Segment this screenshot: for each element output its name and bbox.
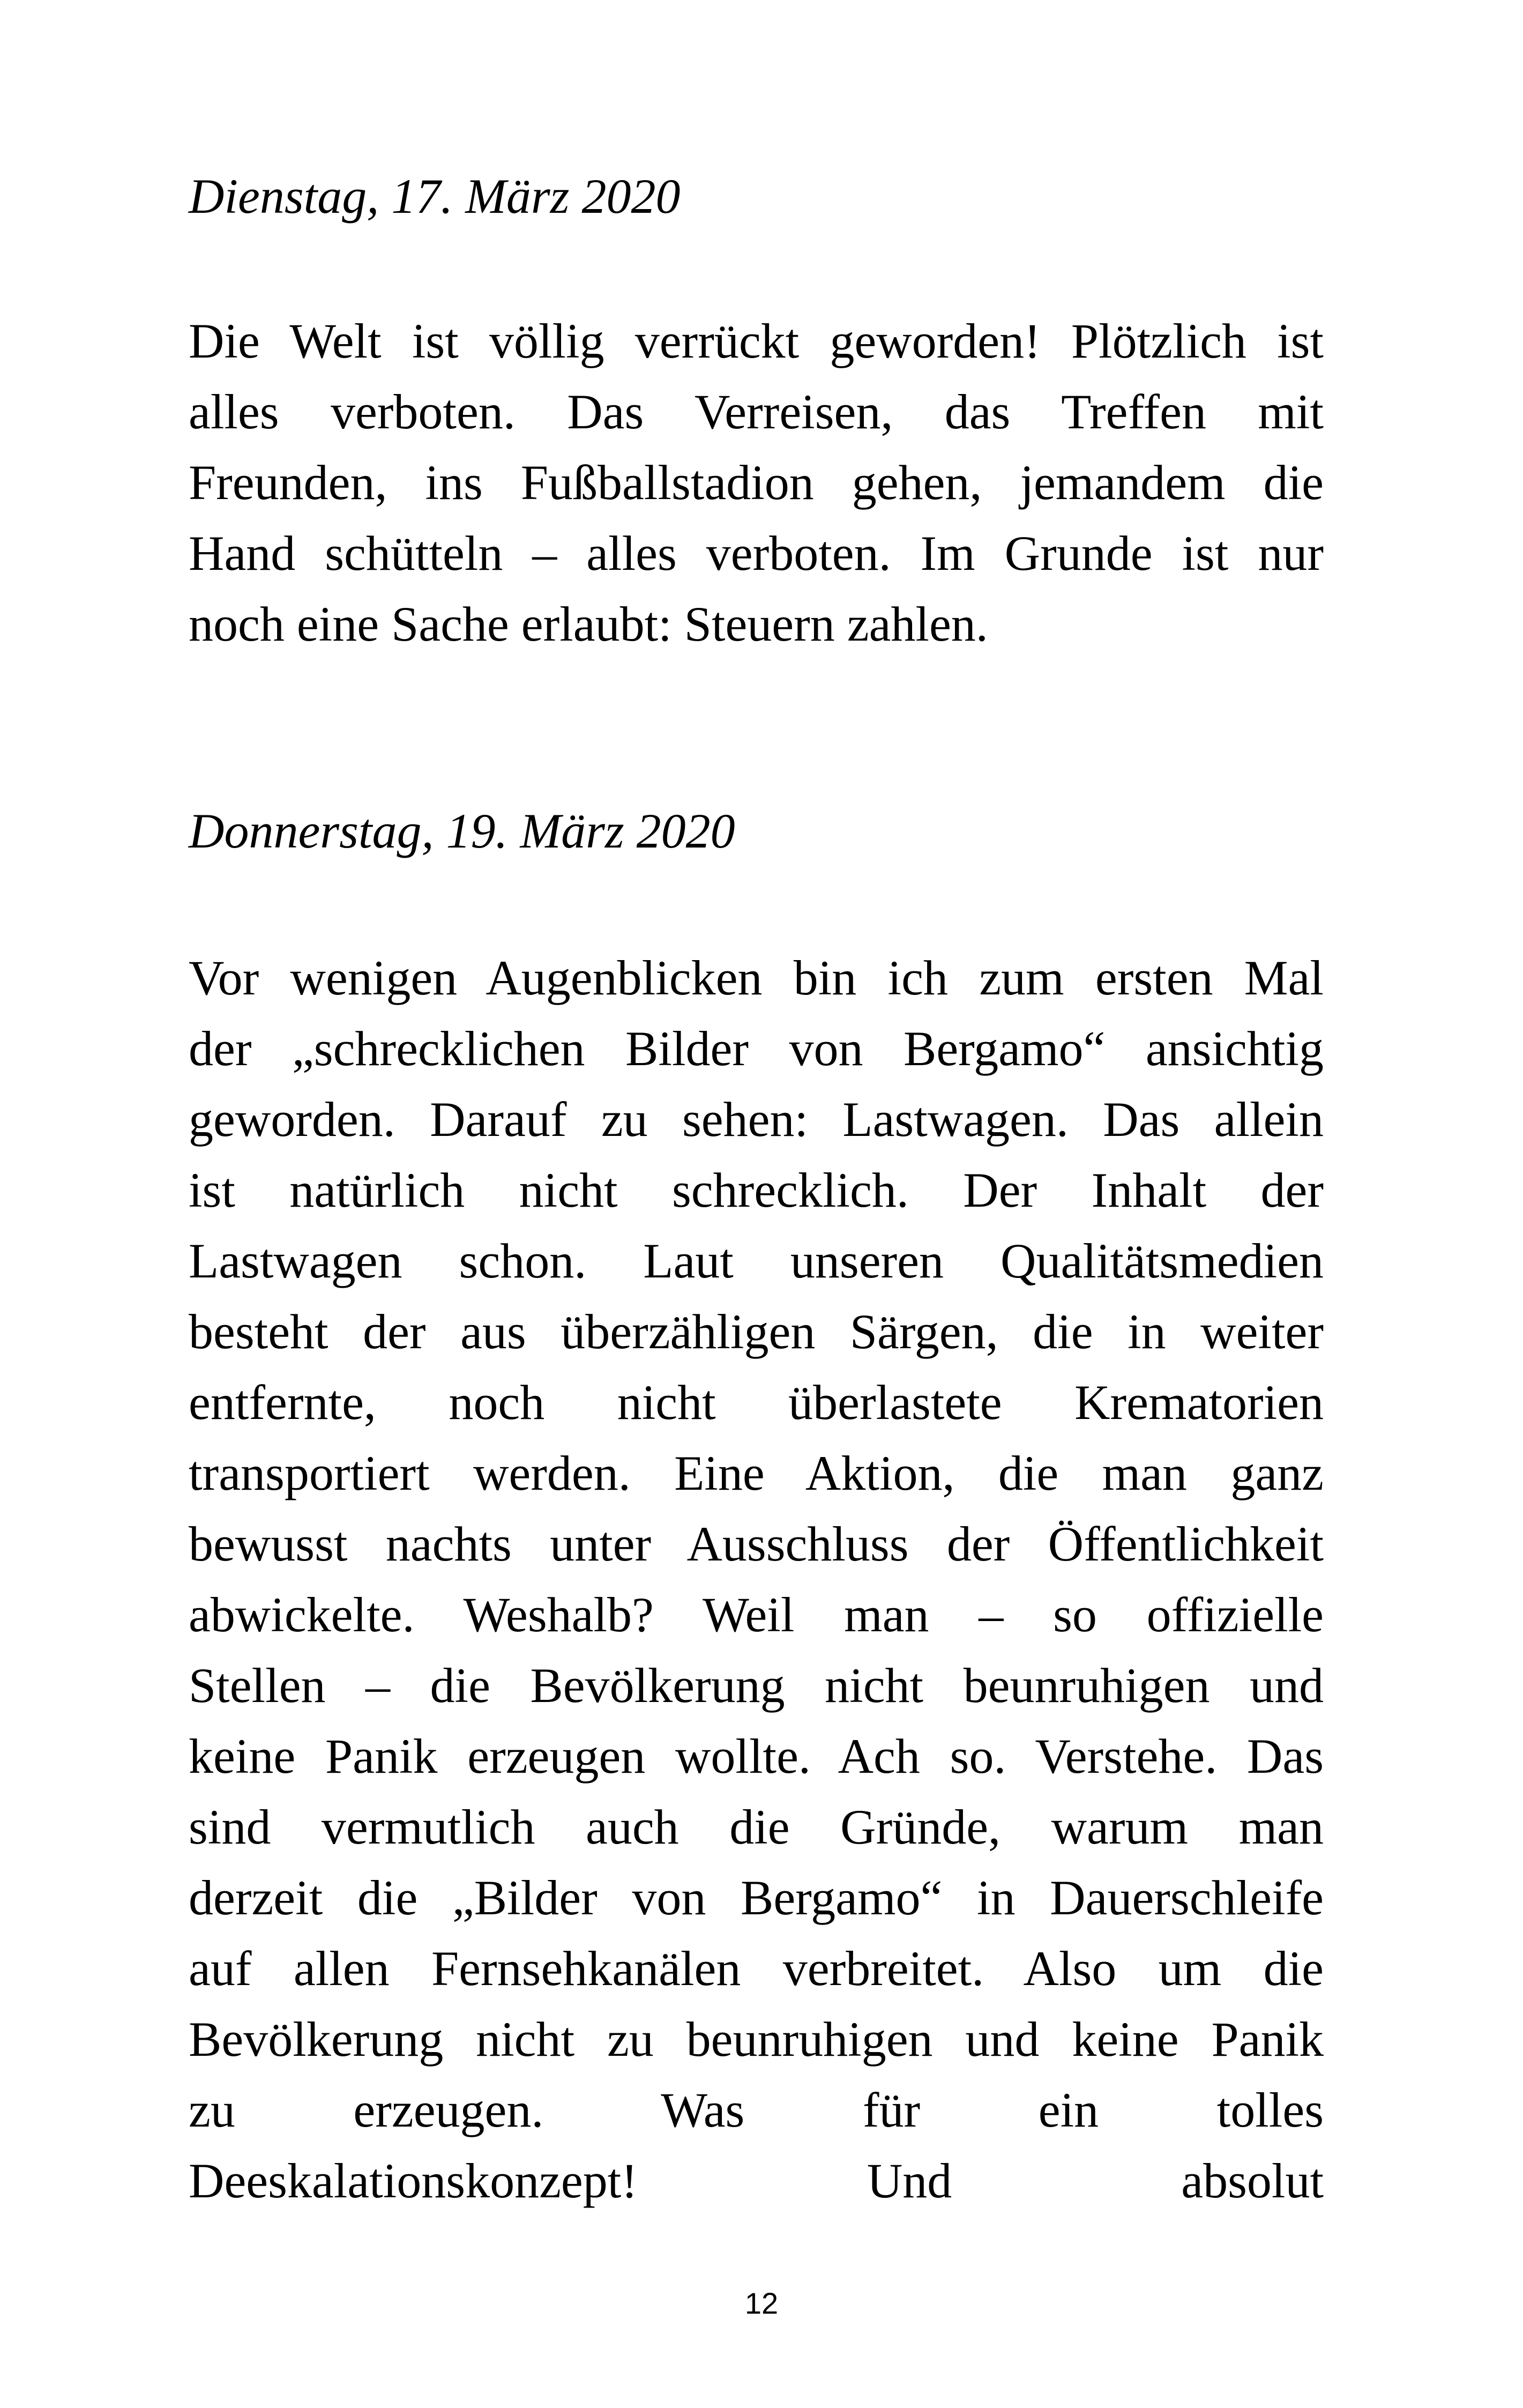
text-line: alles verboten. Das Verreisen, das Treffen mit bbox=[189, 384, 1324, 439]
text-line: zu erzeugen. Was für ein tolles bbox=[189, 2083, 1324, 2137]
text-line: Lastwagen schon. Laut unseren Qualitätsmedien bbox=[189, 1233, 1324, 1288]
text-line: besteht der aus überzähligen Särgen, die in weiter bbox=[189, 1304, 1324, 1359]
text-line: Vor wenigen Augenblicken bin ich zum ersten Mal bbox=[189, 950, 1324, 1005]
page-number: 12 bbox=[744, 2286, 779, 2320]
text-line: transportiert werden. Eine Aktion, die man ganz bbox=[189, 1446, 1324, 1500]
text-line: Deeskalationskonzept! Und absolut bbox=[189, 2153, 1324, 2208]
text-line: der „schrecklichen Bilder von Bergamo“ ansichtig bbox=[189, 1021, 1324, 1076]
text-line: derzeit die „Bilder von Bergamo“ in Dauerschleife bbox=[189, 1870, 1324, 1925]
text-line: keine Panik erzeugen wollte. Ach so. Verstehe. Das bbox=[189, 1729, 1324, 1783]
text-line: abwickelte. Weshalb? Weil man – so offizielle bbox=[189, 1587, 1324, 1642]
text-line: entfernte, noch nicht überlastete Krematorien bbox=[189, 1375, 1324, 1430]
text-line: bewusst nachts unter Ausschluss der Öffentlichkeit bbox=[189, 1517, 1324, 1571]
entry-text-1 bbox=[189, 306, 1324, 659]
text-line: Hand schütteln – alles verboten. Im Grunde ist nur bbox=[189, 526, 1324, 581]
entry-date-2: Donnerstag, 19. März 2020 bbox=[189, 804, 735, 858]
text-line: Freunden, ins Fußballstadion gehen, jemandem die bbox=[189, 455, 1324, 510]
text-line: Bevölkerung nicht zu beunruhigen und keine Panik bbox=[189, 2012, 1324, 2067]
text-line: geworden. Darauf zu sehen: Lastwagen. Das allein bbox=[189, 1092, 1324, 1147]
entry-text-2 bbox=[189, 942, 1324, 2216]
text-line: sind vermutlich auch die Gründe, warum man bbox=[189, 1800, 1324, 1854]
text-line: ist natürlich nicht schrecklich. Der Inhalt der bbox=[189, 1163, 1324, 1217]
text-line: auf allen Fernsehkanälen verbreitet. Also um die bbox=[189, 1941, 1324, 1996]
text-line: Stellen – die Bevölkerung nicht beunruhigen und bbox=[189, 1658, 1324, 1713]
text-line: Die Welt ist völlig verrückt geworden! Plötzlich ist bbox=[189, 314, 1324, 368]
text-line: noch eine Sache erlaubt: Steuern zahlen. bbox=[189, 597, 988, 651]
entry-date-1: Dienstag, 17. März 2020 bbox=[189, 169, 681, 224]
